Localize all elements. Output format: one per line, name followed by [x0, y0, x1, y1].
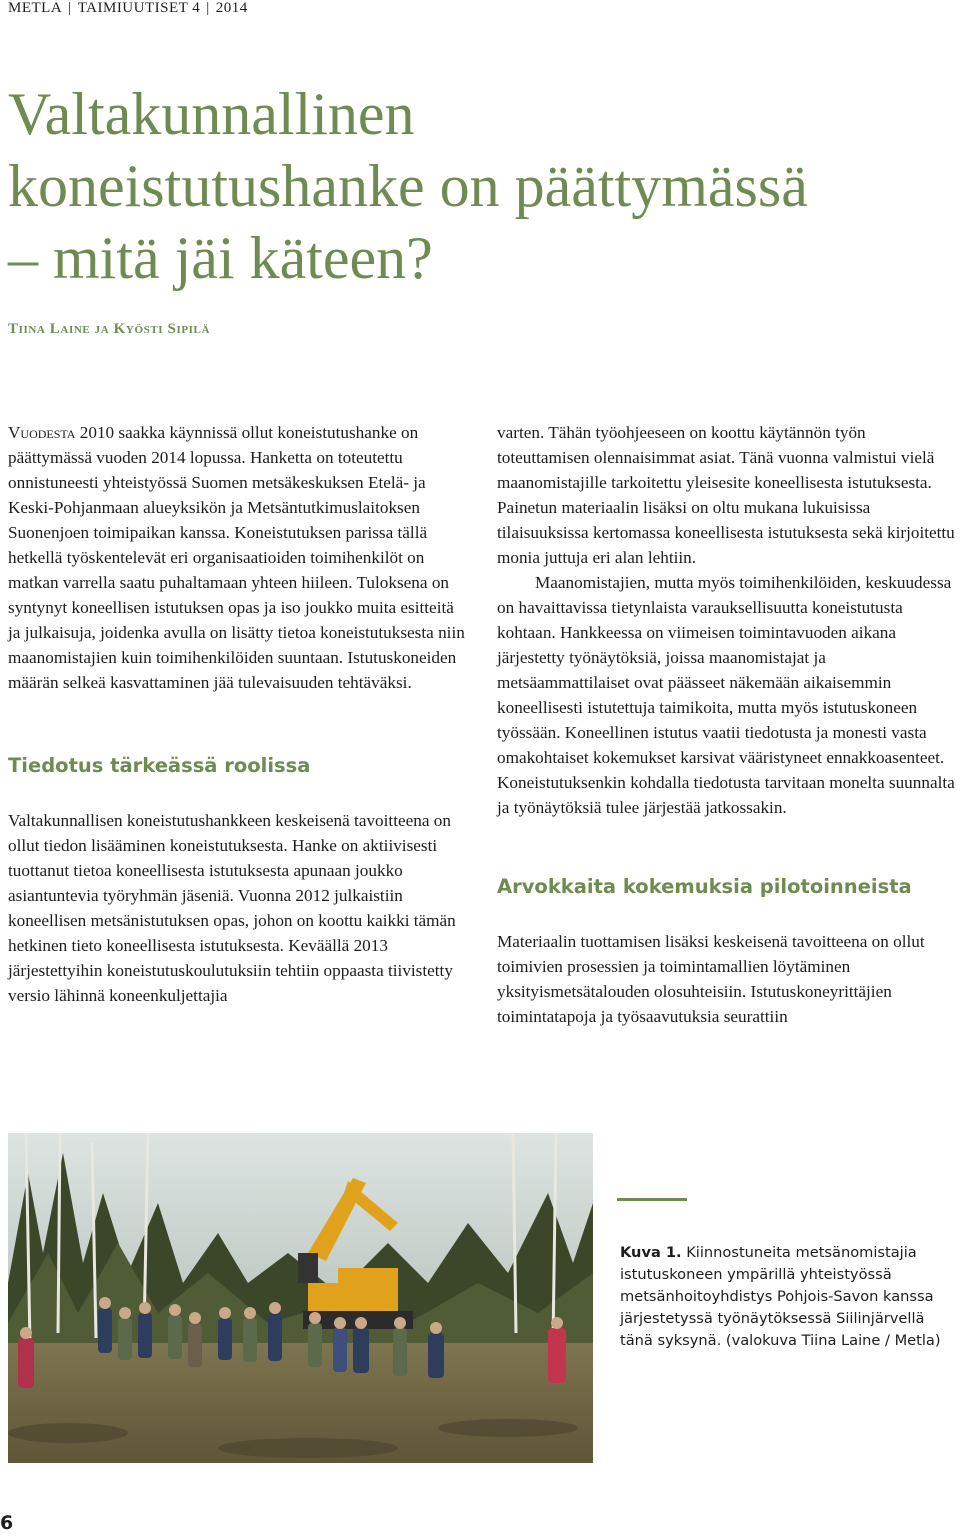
header-year: 2014 [215, 0, 248, 16]
running-header: METLA | TAIMIUUTISET 4 | 2014 [8, 0, 248, 16]
section-heading-tiedotus: Tiedotus tärkeässä roolissa [8, 754, 311, 777]
intro-lead-word: Vuodesta [8, 423, 76, 442]
intro-paragraph [8, 420, 470, 695]
section1-paragraph: Valtakunnallisen koneistutushankkeen keskeisenä tavoitteena on ollut tiedon lisääminen koneistutuksesta. Hanke on aktiivisesti tuottanut tietoa koneellisesta istutuksesta apunaan joukko asiantuntevia työryhmän jäseniä. Vuonna 2012 julkaistiin koneellisen metsänistutuksen opas, johon on koottu kaikki tämän hetkinen tieto koneellisesta istutuksesta. Keväällä 2013 järjestettyihin koneistutuskoulutuksiin tehtiin oppaasta tiivistetty versio lähinnä koneenkuljettajia [8, 811, 456, 1005]
text-column-right [497, 420, 959, 1029]
article-authors: Tiina Laine ja Kyösti Sipilä [8, 321, 211, 337]
title-line-2: koneistutushanke on päättymässä [8, 153, 808, 219]
photo-illustration [8, 1133, 593, 1463]
caption-label: Kuva 1. [620, 1244, 682, 1261]
intro-body: 2010 saakka käynnissä ollut koneistutushanke on päättymässä vuoden 2014 lopussa. Hanketta on toteutettu onnistuneesti yhteistyössä Suomen metsäkeskuksen Etelä- ja Keski-Pohjanmaan alueyksikön ja Metsäntutkimuslaitoksen Suonenjoen toimipaikan kanssa. Koneistutuksen parissa tällä hetkellä työskentelevät eri organisaatioiden toimihenkilöt on matkan varrella saatu puhaltamaan yhteen hiileen. Tuloksena on syntynyt koneellisen istutuksen opas ja iso joukko muita esitteitä ja julkaisuja, joidenka avulla on lisätty tietoa koneistutuksesta niin maanomistajien kuin toimihenkilöiden suuntaan. Istutuskoneiden määrän selkeä kasvattaminen jää tulevaisuuden tehtäväksi. [8, 423, 465, 692]
page-number: 6 [0, 1512, 14, 1534]
text-column-left [8, 420, 470, 1008]
col2-paragraph-1: varten. Tähän työohjeeseen on koottu käytännön työn toteuttamisen olennaisimmat asiat. Tänä vuonna valmistui vielä maanomistajille tarkoitettu yleisesite koneellisesta istutuksesta. Painetun materiaalin lisäksi on oltu mukana lukuisissa tilaisuuksissa kertomassa koneellisesta istutuksesta sekä kirjoitettu monia juttuja eri alan lehtiin. [497, 423, 955, 567]
figure-photo [8, 1133, 593, 1463]
title-line-3: – mitä jäi käteen? [8, 225, 433, 291]
article-title [8, 78, 808, 294]
title-line-1: Valtakunnallinen [8, 81, 415, 147]
header-series: TAIMIUUTISET [77, 0, 189, 16]
section2-paragraph: Materiaalin tuottamisen lisäksi keskeisenä tavoitteena on ollut toimivien prosessien ja toimintamallien löytäminen yksityismetsätalouden olosuhteisiin. Istutuskoneyrittäjien toimintatapoja ja työsaavutuksia seurattiin [497, 932, 925, 1026]
header-publisher: METLA [8, 0, 63, 16]
caption-text: Kiinnostuneita metsänomistajia istutuskoneen ympärillä yhteistyössä metsänhoitoyhdistys Pohjois-Savon kanssa järjestetyssä työnäytöksessä Siilinjärvellä tänä syksynä. (valokuva Tiina Laine / Metla) [620, 1244, 941, 1349]
figure-caption [620, 1242, 958, 1352]
caption-rule [617, 1198, 687, 1201]
section-heading-arvokkaita: Arvokkaita kokemuksia pilotoinneista [497, 875, 912, 898]
col2-paragraph-2: Maanomistajien, mutta myös toimihenkilöiden, keskuudessa on havaittavissa tietynlaista varauksellisuutta koneistutusta kohtaan. Hankkeessa on viimeisen toimintavuoden aikana järjestetty työnäytöksiä, joissa maanomistajat ja metsäammattilaiset ovat päässeet näkemään aikaisemmin koneellisesti istutettuja taimikoita, mutta myös istutuskoneen työssään. Koneellinen istutus vaatii tiedotusta ja monesti vasta omakohtaiset kokemukset karsivat vääristyneet ennakkoasenteet. Koneistutuksenkin kohdalla tiedotusta tarvitaan monelta suunnalta ja työnäytöksiä tulee järjestää jatkossakin. [497, 573, 955, 817]
header-issue: 4 [192, 0, 201, 16]
